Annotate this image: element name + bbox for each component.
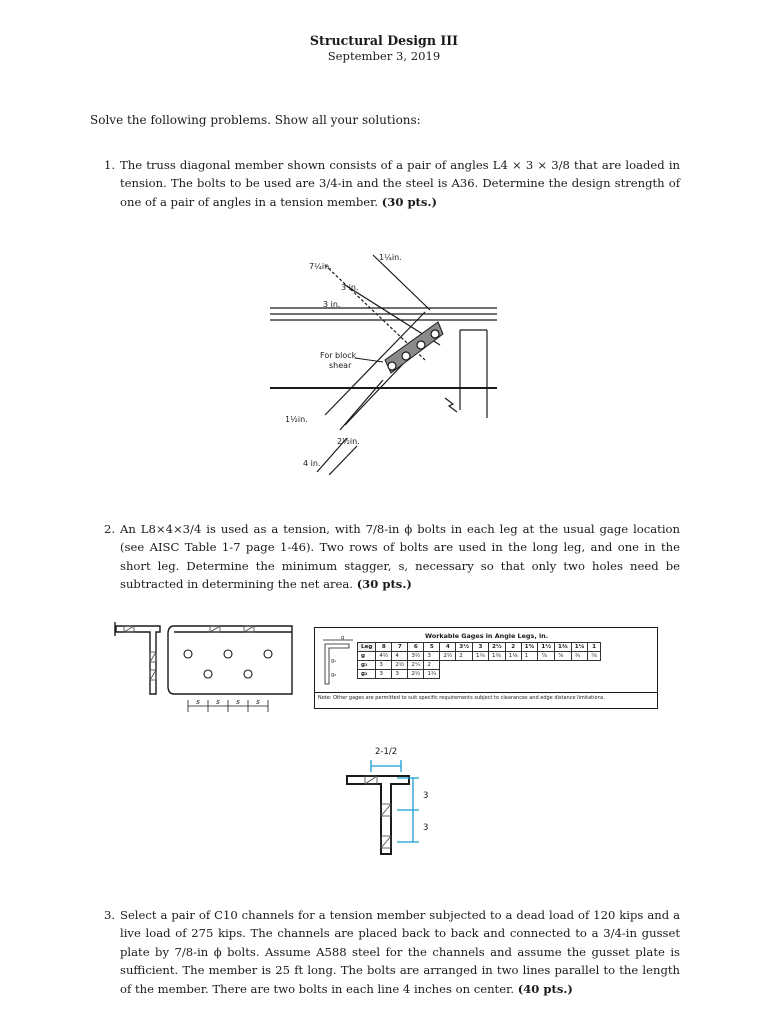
gage-header-cell: 1⅜: [555, 643, 572, 652]
block-shear-label: For block: [320, 351, 357, 360]
gage-cell: g: [358, 652, 376, 661]
gage-dim-label: 3: [423, 823, 429, 833]
problem-points: (30 pts.): [381, 194, 437, 209]
gage-dim-label: 3: [423, 791, 429, 801]
gage-cell: g₂: [358, 670, 376, 679]
gage-cell: 1¾: [424, 670, 440, 679]
gage-cell: 1⅛: [505, 652, 521, 661]
gage-cell: 2½: [440, 652, 456, 661]
gage-cell: 1¾: [472, 652, 488, 661]
gage-table-row: [358, 670, 601, 679]
gage-cell: 3: [392, 670, 408, 679]
dim-label: 4 in.: [303, 459, 321, 468]
gage-dim-label: 2-1/2: [375, 747, 398, 757]
dim-label: 3 in.: [341, 283, 359, 292]
gage-table-row: [358, 652, 601, 661]
block-shear-label: shear: [329, 361, 352, 370]
angle-gage-figure: [335, 738, 445, 858]
gage-cell: g₁: [358, 661, 376, 670]
gage-cell: 3: [376, 661, 392, 670]
gage-cell: 2½: [408, 670, 424, 679]
gage-header-cell: 1¾: [521, 643, 538, 652]
gage-header-cell: 2: [505, 643, 521, 652]
gage-cell: 3: [424, 652, 440, 661]
problem-points: (40 pts.): [517, 981, 573, 996]
gage-table-row: [358, 661, 601, 670]
truss-diagonal-figure: [265, 250, 505, 475]
dim-label: 3 in.: [323, 300, 341, 309]
angle-stagger-figure: [110, 622, 300, 720]
stagger-label: s: [256, 698, 260, 706]
problem-number: 1.: [104, 158, 116, 172]
problem-number: 2.: [104, 522, 116, 536]
gage-header-cell: 3½: [456, 643, 473, 652]
gage-header-cell: 1½: [538, 643, 555, 652]
problem-text: An L8×4×3/4 is used as a tension, with 7/8-in ϕ bolts in each leg at the usual gage location (see AISC Table 1-7 page 1-46). Two rows of bolts are used in the long leg, and one in the short leg. Determine the minimum stagger, s, necessary so that only two holes need be subtracted in determining the net area.: [120, 522, 680, 592]
gage-header-cell: 1¼: [571, 643, 588, 652]
gage-cell: 2½: [392, 661, 408, 670]
gage-cell: ⅞: [555, 652, 572, 661]
gage-header-cell: Leg: [358, 643, 376, 652]
gage-cell: 3½: [408, 652, 424, 661]
page-date: September 3, 2019: [327, 49, 441, 63]
intro-text: Solve the following problems. Show all your solutions:: [90, 113, 421, 127]
problem-1: [104, 156, 680, 211]
problem-2: [104, 520, 680, 594]
dim-label: 1½in.: [285, 415, 308, 424]
legend-g1: g₁: [331, 658, 337, 664]
gage-cell: ¾: [571, 652, 588, 661]
gage-cell: 1: [521, 652, 538, 661]
gage-cell: 4: [392, 652, 408, 661]
stagger-label: s: [196, 698, 200, 706]
stagger-label: s: [216, 698, 220, 706]
gage-header-cell: 8: [376, 643, 392, 652]
legend-g: g: [341, 635, 345, 641]
gage-table-note: Note: Other gages are permitted to suit specific requirements subject to clearances and edge distance limitations.: [315, 692, 657, 703]
legend-g2: g₂: [331, 672, 337, 678]
problem-text: The truss diagonal member shown consists of a pair of angles L4 × 3 × 3/8 that are loaded in tension. The bolts to be used are 3/4-in and the steel is A36. Determine the design strength of one of a pair of angles in a tension member.: [120, 158, 680, 209]
gage-header-cell: 2½: [488, 643, 505, 652]
dim-label: 1¼in.: [379, 253, 402, 262]
gage-table-figure: [314, 627, 658, 709]
gage-cell: 2: [424, 661, 440, 670]
page-title: Structural Design III: [309, 33, 459, 48]
gage-cell: ⅝: [588, 652, 600, 661]
gage-cell: 4½: [376, 652, 392, 661]
gage-cell: 1⅜: [488, 652, 505, 661]
gage-legend-angle: [319, 634, 355, 688]
gage-header-cell: 6: [408, 643, 424, 652]
gage-header-cell: 1: [588, 643, 600, 652]
gage-table: [357, 642, 601, 679]
problem-3: [104, 906, 680, 998]
problem-points: (30 pts.): [356, 577, 412, 592]
gage-cell: 2¼: [408, 661, 424, 670]
gage-table-header: [358, 643, 601, 652]
problem-number: 3.: [104, 908, 116, 922]
gage-table-title: Workable Gages in Angle Legs, in.: [425, 632, 549, 640]
gage-cell: 3: [376, 670, 392, 679]
gage-header-cell: 5: [424, 643, 440, 652]
dim-label: 2½in.: [337, 437, 360, 446]
gage-cell: ⅞: [538, 652, 555, 661]
stagger-label: s: [236, 698, 240, 706]
gage-header-cell: 4: [440, 643, 456, 652]
gage-header-cell: 3: [472, 643, 488, 652]
problem-text: Select a pair of C10 channels for a tension member subjected to a dead load of 120 kips and a live load of 275 kips. The channels are placed back to back and connected to a 3/4-in gusset plate by 7/8-in ϕ bolts. Assume A588 steel for the channels and assume the gusset plate is sufficient. The member is 25 ft long. The bolts are arranged in two lines parallel to the length of the member. There are two bolts in each line 4 inches on center.: [120, 908, 680, 996]
dim-label: 7¼in.: [309, 262, 332, 271]
gage-header-cell: 7: [392, 643, 408, 652]
gage-cell: 2: [456, 652, 473, 661]
